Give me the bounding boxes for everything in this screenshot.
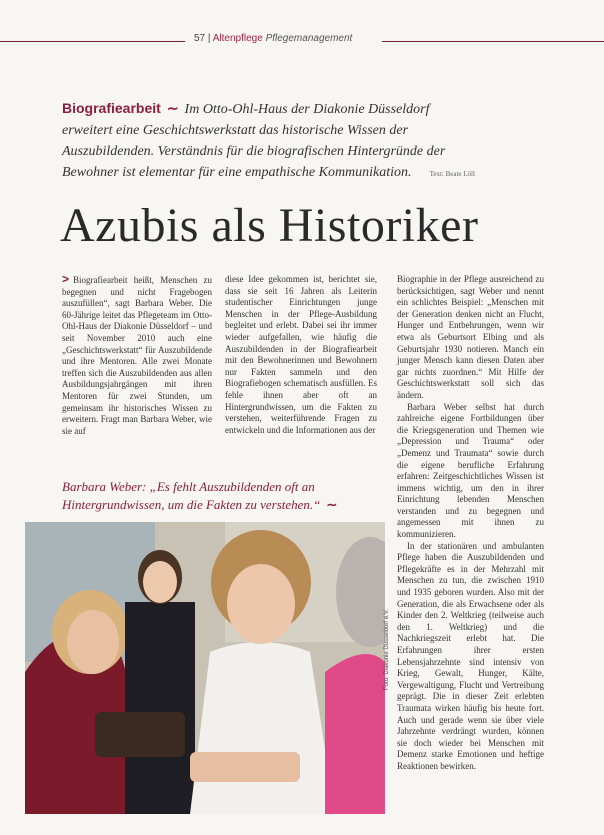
chevron-right-icon: > — [62, 272, 70, 286]
pull-quote — [62, 478, 382, 514]
swirl-ornament-icon: ∼ — [326, 497, 338, 512]
paragraph: diese Idee gekommen ist, berichtet sie, dass sie seit 16 Jahren als Leiterin studentischer Einrichtungen junge Menschen in der Pflege-Ausbildung begleitet und erlebt. Dabei sei ihr immer wieder aufgefallen, wie häufig die Auszubildenden in der Biografiearbeit mit den Bewohnerinnen und Bewohnern nur Fakten sammeln und den Biografiebogen schematisch ausfüllen. Es fehle ihnen aber oft an Hintergrundwissen, um die Fakten zu verstehen, weiterführende Fragen zu entwickeln und die Informationen aus der — [225, 274, 377, 435]
header-rule-right — [382, 41, 604, 42]
header-rule-left — [0, 41, 185, 42]
pull-quote-text: Barbara Weber: „Es fehlt Auszubildenden oft an Hintergrundwissen, um die Fakten zu verstehen.“ — [62, 479, 321, 512]
article-title: Azubis als Historiker — [60, 199, 479, 252]
intro-block — [62, 98, 482, 185]
author-credit: Text: Beate Löll — [429, 170, 475, 178]
kicker: Biografiearbeit — [62, 100, 161, 116]
swirl-ornament-icon: ∼ — [166, 102, 179, 117]
intro-text: Im Otto-Ohl-Haus der Diakonie Düsseldorf erweitert eine Geschichtswerkstatt das historische Wissen der Auszubildenden. Verständnis für die biografischen Hintergründe der Bewohner ist elementar für eine empathische Kommunikation. — [62, 102, 446, 180]
header-separator: | — [207, 33, 211, 44]
paragraph: Biografiearbeit heißt, Menschen zu begegnen und nicht Fragebogen auszufüllen“, sagt Barbara Weber. Die 60-Jährige leitet das Pflegeteam im Otto-Ohl-Haus der Diakonie Düsseldorf – und seit November 2010 auch eine „Geschichtswerkstatt“ für Auszubildende und ihre Mentoren. Alle zwei Monate treffen sich die Auszubildenden aus allen Ausbildungsjahrgängen mit ihren Mentoren für zwei Stunden, um gemeinsam ihr historisches Wissen zu erweitern. Fragt man Barbara Weber, wie sie auf — [62, 275, 212, 436]
article-photo — [25, 522, 385, 814]
page-header — [0, 33, 604, 49]
text-column-1 — [62, 274, 212, 437]
text-column-2 — [225, 274, 377, 436]
subsection-name: Pflegemanagement — [265, 33, 353, 44]
header-text — [194, 33, 352, 44]
text-column-3 — [397, 274, 544, 773]
paragraph: Barbara Weber selbst hat durch zahlreiche eigene Fortbildungen über die Kriegsgeneration und Themen wie „Depression und Trauma“ oder „Demenz und Traumata“ sowie durch die eigene berufliche Erfahrung erfahren: Zeitgeschichtliches Wissen ist immens wichtig, um den in ihrer Einrichtung lebenden Menschen verstanden und zu begegnen und angemessen mit ihnen zu kommunizieren. — [397, 401, 544, 540]
paragraph: In der stationären und ambulanten Pflege haben die Auszubildenden und Pflegekräfte es in der Mehrzahl mit Menschen zu tun, die zwischen 1910 und 1935 geboren wurden. Also mit der Generation, die als Erwachsene oder als Kinder den 2. Weltkrieg (teilweise auch den 1. Weltkrieg) und die Nachkriegszeit erlebt hat. Die Erfahrungen ihrer ersten Lebensjahrzehnte sind intensiv von Krieg, Gewalt, Hunger, Kälte, Vergewaltigung, Flucht und Vertreibung geprägt. Die in dieser Zeit erlebten Traumata wirken häufig bis heute fort. Auch und gerade wenn sie über viele Jahrzehnte verdrängt wurden, können sie doch wieder bei Menschen mit Demenz starke Emotionen und heftige Reaktionen bewirken. — [397, 540, 544, 771]
section-name: Altenpflege — [212, 33, 263, 44]
page-number: 57 — [194, 33, 206, 44]
photo-credit: Foto: Diakonie Düsseldorf e.V. — [384, 609, 390, 690]
paragraph: Biographie in der Pflege ausreichend zu berücksichtigen, sagt Weber und nennt ein schlichtes Beispiel: „Menschen mit der Generation denken nicht an Flucht, Hunger und Entbehrungen, wenn wir etwa als Geburtsort Elbing und als Geburtsjahr 1930 notieren. Manch ein junger Mensch kann diesen Daten aber gar nichts zuordnen.“ Mit Hilfe der Geschichtswerkstatt soll sich das ändern. — [397, 274, 544, 400]
